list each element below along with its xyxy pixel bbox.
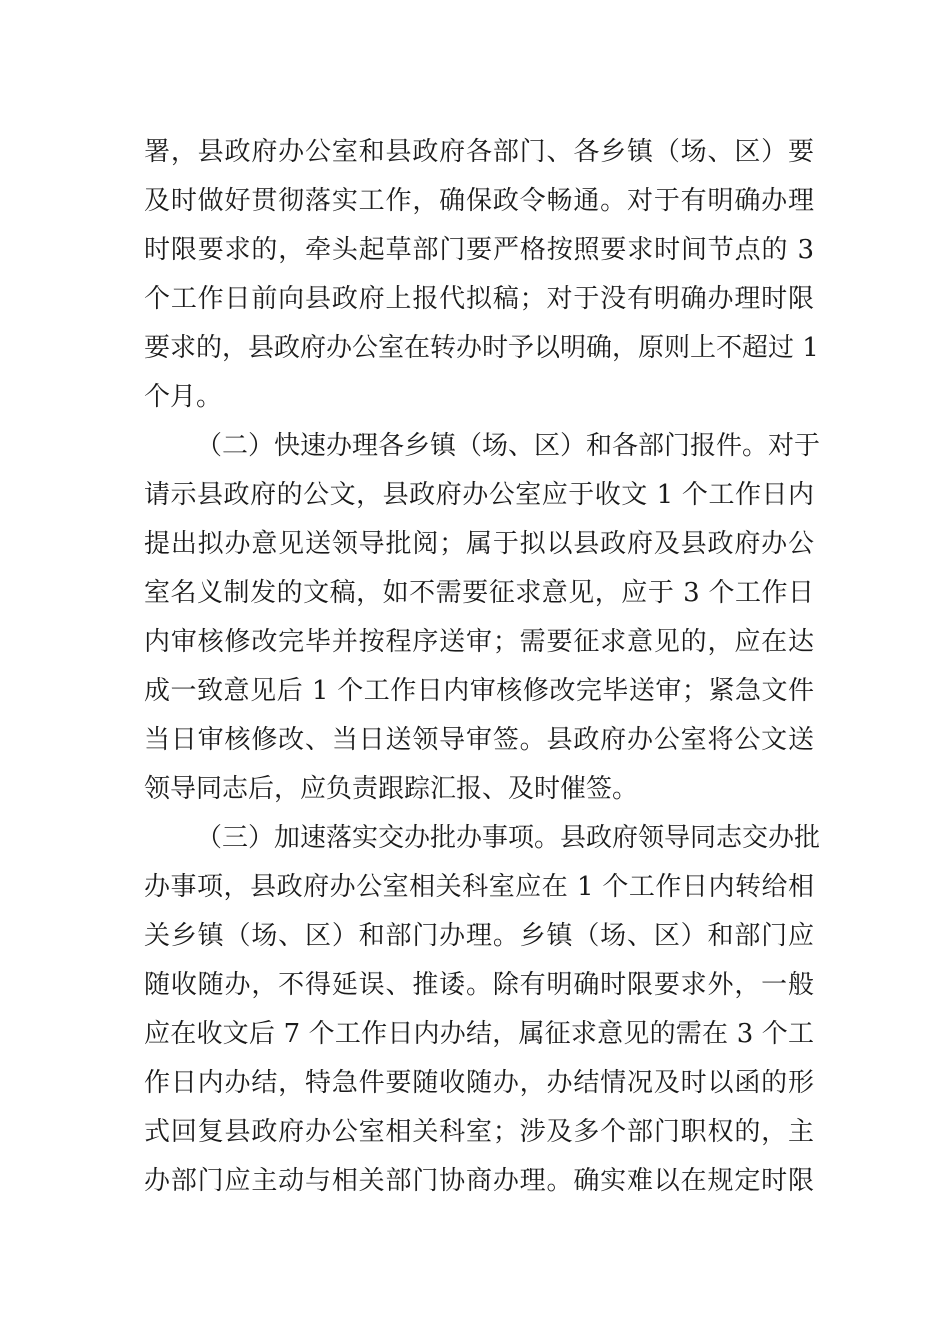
text-line: 领导同志后，应负责跟踪汇报、及时催签。 [144, 774, 639, 804]
text-line: 及时做好贯彻落实工作，确保政令畅通。对于有明确办理 [144, 186, 814, 216]
text-line: 请示县政府的公文，县政府办公室应于收文 1 个工作日内 [144, 480, 814, 510]
text-line: 要求的，县政府办公室在转办时予以明确，原则上不超过 1 [144, 333, 819, 363]
text-line: 室名义制发的文稿，如不需要征求意见，应于 3 个工作日 [144, 578, 814, 608]
paragraph-heading-line: （二）快速办理各乡镇（场、区）和各部门报件。对于 [196, 431, 821, 461]
text-line: 个月。 [144, 382, 223, 412]
text-line: 内审核修改完毕并按程序送审；需要征求意见的，应在达 [144, 627, 814, 657]
text-line: 作日内办结，特急件要随收随办，办结情况及时以函的形 [144, 1068, 814, 1098]
text-line: 随收随办，不得延误、推诿。除有明确时限要求外，一般 [144, 970, 814, 1000]
text-line: 关乡镇（场、区）和部门办理。乡镇（场、区）和部门应 [144, 921, 814, 951]
text-line: 提出拟办意见送领导批阅；属于拟以县政府及县政府办公 [144, 529, 814, 559]
text-line: 个工作日前向县政府上报代拟稿；对于没有明确办理时限 [144, 284, 814, 314]
paragraph-heading-line: （三）加速落实交办批办事项。县政府领导同志交办批 [196, 823, 821, 853]
text-line: 当日审核修改、当日送领导审签。县政府办公室将公文送 [144, 725, 814, 755]
text-line: 办事项，县政府办公室相关科室应在 1 个工作日内转给相 [144, 872, 814, 902]
text-line: 式回复县政府办公室相关科室；涉及多个部门职权的，主 [144, 1117, 814, 1147]
body-text [144, 128, 821, 1206]
text-line: 署，县政府办公室和县政府各部门、各乡镇（场、区）要 [144, 137, 814, 167]
text-line: 成一致意见后 1 个工作日内审核修改完毕送审；紧急文件 [144, 676, 814, 706]
text-line: 时限要求的，牵头起草部门要严格按照要求时间节点的 3 [144, 235, 814, 265]
text-line: 办部门应主动与相关部门协商办理。确实难以在规定时限 [144, 1166, 814, 1196]
text-line: 应在收文后 7 个工作日内办结，属征求意见的需在 3 个工 [144, 1019, 814, 1049]
